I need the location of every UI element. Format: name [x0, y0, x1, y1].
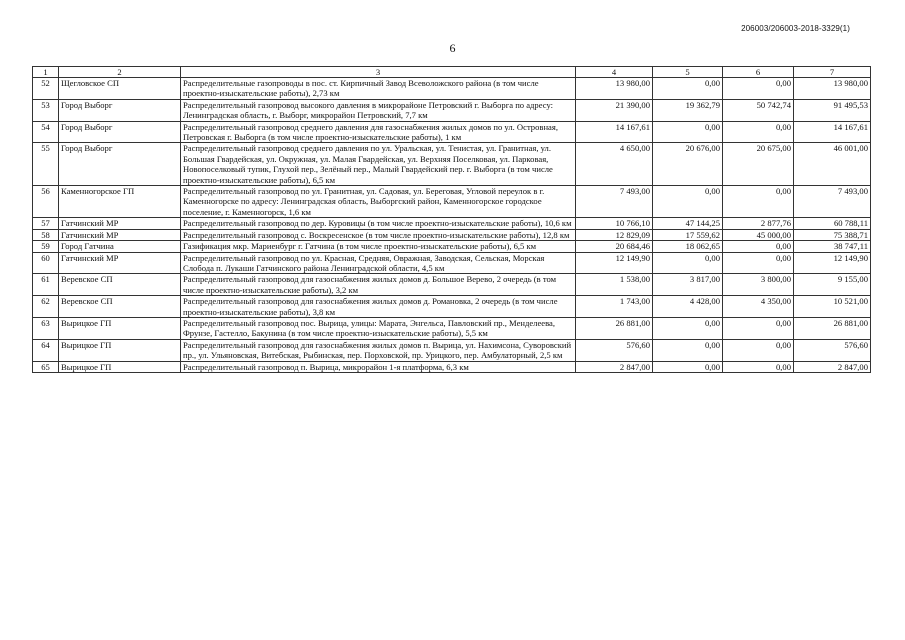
table-row: [33, 121, 871, 143]
value-col-4: 1 538,00: [576, 274, 653, 296]
value-col-7: 60 788,11: [794, 218, 871, 229]
column-header: 1: [33, 67, 59, 78]
value-col-6: 4 350,00: [723, 296, 794, 318]
value-col-6: 0,00: [723, 339, 794, 361]
row-number: 54: [33, 121, 59, 143]
object-description: Газификация мкр. Мариенбург г. Гатчина (в том числе проектно-изыскательские работы), 6,5 км: [181, 241, 576, 252]
column-header: 2: [59, 67, 181, 78]
value-col-4: 21 390,00: [576, 99, 653, 121]
value-col-7: 91 495,53: [794, 99, 871, 121]
value-col-6: 0,00: [723, 186, 794, 218]
municipality: Город Выборг: [59, 143, 181, 186]
value-col-5: 0,00: [653, 186, 723, 218]
object-description: Распределительный газопровод по дер. Куровицы (в том числе проектно-изыскательские работы), 10,6 км: [181, 218, 576, 229]
value-col-7: 576,60: [794, 339, 871, 361]
value-col-7: 12 149,90: [794, 252, 871, 274]
column-header: 4: [576, 67, 653, 78]
row-number: 65: [33, 361, 59, 372]
table-row: [33, 339, 871, 361]
table-row: [33, 296, 871, 318]
value-col-6: 45 000,00: [723, 229, 794, 240]
value-col-7: 46 001,00: [794, 143, 871, 186]
value-col-6: 0,00: [723, 361, 794, 372]
row-number: 52: [33, 78, 59, 100]
municipality: Гатчинский МР: [59, 229, 181, 240]
value-col-6: 20 675,00: [723, 143, 794, 186]
value-col-5: 0,00: [653, 339, 723, 361]
column-header: 7: [794, 67, 871, 78]
value-col-5: 0,00: [653, 361, 723, 372]
municipality: Город Выборг: [59, 121, 181, 143]
value-col-5: 18 062,65: [653, 241, 723, 252]
value-col-5: 0,00: [653, 78, 723, 100]
object-description: Распределительный газопровод пос. Вырица, улицы: Марата, Энгельса, Павловский пр., Менделеева, Фрунзе, Гастелло, Бакунина (в том числе проектно-изыскательские работы), 5,5 км: [181, 317, 576, 339]
row-number: 53: [33, 99, 59, 121]
gas-pipeline-table: [32, 66, 871, 373]
object-description: Распределительный газопровод по ул. Красная, Средняя, Овражная, Заводская, Сельская, Морская Слобода п. Лукаши Гатчинского района Ленинградской области, 4,5 км: [181, 252, 576, 274]
row-number: 60: [33, 252, 59, 274]
value-col-4: 10 766,10: [576, 218, 653, 229]
value-col-7: 10 521,00: [794, 296, 871, 318]
value-col-4: 2 847,00: [576, 361, 653, 372]
value-col-4: 26 881,00: [576, 317, 653, 339]
value-col-5: 3 817,00: [653, 274, 723, 296]
object-description: Распределительный газопровод с. Воскресенское (в том числе проектно-изыскательские работы), 12,8 км: [181, 229, 576, 240]
row-number: 56: [33, 186, 59, 218]
value-col-4: 13 980,00: [576, 78, 653, 100]
object-description: Распределительный газопровод п. Вырица, микрорайон 1-я платформа, 6,3 км: [181, 361, 576, 372]
value-col-4: 576,60: [576, 339, 653, 361]
value-col-6: 0,00: [723, 252, 794, 274]
value-col-5: 17 559,62: [653, 229, 723, 240]
column-header: 3: [181, 67, 576, 78]
value-col-4: 14 167,61: [576, 121, 653, 143]
municipality: Веревское СП: [59, 296, 181, 318]
row-number: 58: [33, 229, 59, 240]
value-col-6: 0,00: [723, 241, 794, 252]
value-col-7: 13 980,00: [794, 78, 871, 100]
table-row: [33, 143, 871, 186]
object-description: Распределительные газопроводы в пос. ст. Кирпичный Завод Всеволожского района (в том числе проектно-изыскательские работы), 2,73 км: [181, 78, 576, 100]
row-number: 61: [33, 274, 59, 296]
value-col-5: 0,00: [653, 317, 723, 339]
value-col-5: 47 144,25: [653, 218, 723, 229]
value-col-5: 19 362,79: [653, 99, 723, 121]
row-number: 57: [33, 218, 59, 229]
municipality: Город Выборг: [59, 99, 181, 121]
table-row: [33, 229, 871, 240]
value-col-7: 7 493,00: [794, 186, 871, 218]
object-description: Распределительный газопровод среднего давления по ул. Уральская, ул. Тенистая, ул. Гранитная, ул. Большая Гвардейская, ул. Окружная, ул. Малая Гвардейская, ул. Верхняя Поселковая, ул. Парковая, Новопоселковый тупик, Глухой пер., Зелёный пер., Малый Гвардейский пер. г. Выборга (в том числе проектно-изыскательские работы), 6,5 км: [181, 143, 576, 186]
table-row: [33, 218, 871, 229]
value-col-6: 3 800,00: [723, 274, 794, 296]
value-col-4: 20 684,46: [576, 241, 653, 252]
municipality: Гатчинский МР: [59, 252, 181, 274]
row-number: 59: [33, 241, 59, 252]
municipality: Веревское СП: [59, 274, 181, 296]
object-description: Распределительный газопровод по ул. Гранитная, ул. Садовая, ул. Береговая, Угловой переулок в г. Каменногорске по адресу: Ленинградская область, Выборгский район, Каменногорское городское поселение, г. Каменногорск, 1,6 км: [181, 186, 576, 218]
column-header: 5: [653, 67, 723, 78]
value-col-7: 26 881,00: [794, 317, 871, 339]
value-col-6: 50 742,74: [723, 99, 794, 121]
municipality: Щегловское СП: [59, 78, 181, 100]
value-col-5: 0,00: [653, 121, 723, 143]
value-col-4: 1 743,00: [576, 296, 653, 318]
table-row: [33, 186, 871, 218]
table-header-row: [33, 67, 871, 78]
value-col-7: 9 155,00: [794, 274, 871, 296]
value-col-7: 14 167,61: [794, 121, 871, 143]
value-col-7: 38 747,11: [794, 241, 871, 252]
municipality: Вырицкое ГП: [59, 317, 181, 339]
row-number: 63: [33, 317, 59, 339]
row-number: 62: [33, 296, 59, 318]
value-col-5: 4 428,00: [653, 296, 723, 318]
value-col-5: 20 676,00: [653, 143, 723, 186]
row-number: 64: [33, 339, 59, 361]
page-number: 6: [449, 41, 456, 55]
object-description: Распределительный газопровод среднего давления для газоснабжения жилых домов по ул. Островная, Петровская г. Выборга (в том числе проектно-изыскательские работы), 1 км: [181, 121, 576, 143]
table-row: [33, 252, 871, 274]
value-col-6: 0,00: [723, 317, 794, 339]
municipality: Город Гатчина: [59, 241, 181, 252]
table-row: [33, 78, 871, 100]
object-description: Распределительный газопровод для газоснабжения жилых домов д. Романовка, 2 очередь (в том числе проектно-изыскательские работы), 3,8 км: [181, 296, 576, 318]
value-col-5: 0,00: [653, 252, 723, 274]
document-code: 206003/206003-2018-3329(1): [741, 24, 850, 33]
value-col-4: 12 149,90: [576, 252, 653, 274]
municipality: Вырицкое ГП: [59, 339, 181, 361]
value-col-7: 75 388,71: [794, 229, 871, 240]
municipality: Гатчинский МР: [59, 218, 181, 229]
value-col-7: 2 847,00: [794, 361, 871, 372]
column-header: 6: [723, 67, 794, 78]
table-row: [33, 317, 871, 339]
value-col-4: 7 493,00: [576, 186, 653, 218]
value-col-6: 0,00: [723, 78, 794, 100]
object-description: Распределительный газопровод для газоснабжения жилых домов п. Вырица, ул. Нахимсона, Суворовский пр., ул. Ульяновская, Витебская, Рыбинская, пер. Порховской, пр. Урицкого, пер. Амбулаторный, 2,5 км: [181, 339, 576, 361]
table-row: [33, 241, 871, 252]
value-col-6: 2 877,76: [723, 218, 794, 229]
municipality: Каменногорское ГП: [59, 186, 181, 218]
object-description: Распределительный газопровод для газоснабжения жилых домов д. Большое Верево, 2 очередь (в том числе проектно-изыскательские работы), 3,2 км: [181, 274, 576, 296]
row-number: 55: [33, 143, 59, 186]
municipality: Вырицкое ГП: [59, 361, 181, 372]
table-body: [33, 78, 871, 373]
object-description: Распределительный газопровод высокого давления в микрорайоне Петровский г. Выборга по адресу: Ленинградская область, г. Выборг, микрорайон Петровский, 7,7 км: [181, 99, 576, 121]
table-row: [33, 274, 871, 296]
value-col-4: 12 829,09: [576, 229, 653, 240]
value-col-4: 4 650,00: [576, 143, 653, 186]
table-row: [33, 99, 871, 121]
value-col-6: 0,00: [723, 121, 794, 143]
table-row: [33, 361, 871, 372]
